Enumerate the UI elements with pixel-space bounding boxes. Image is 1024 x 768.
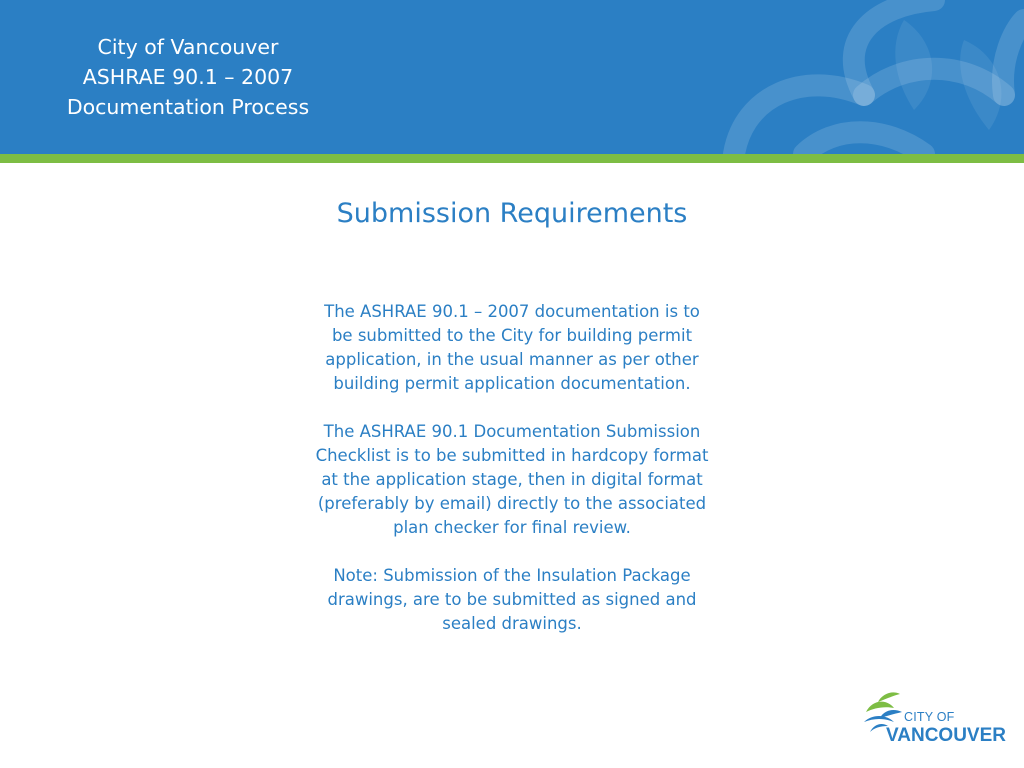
deck-title-line-1: City of Vancouver [97,35,279,59]
body-paragraph-3: Note: Submission of the Insulation Package drawings, are to be submitted as signed and sealed drawings. [327,566,697,633]
slide-title: Submission Requirements [336,198,688,229]
slide-body [312,300,712,636]
header-banner [0,0,1024,154]
body-paragraph-1: The ASHRAE 90.1 – 2007 documentation is to be submitted to the City for building permit application, in the usual manner as per other building permit application documentation. [324,302,700,393]
banner-flower-graphic [604,0,1024,154]
logo-vancouver-text: VANCOUVER [886,725,1006,746]
header-green-stripe [0,154,1024,163]
body-paragraph-2: The ASHRAE 90.1 Documentation Submission Checklist is to be submitted in hardcopy format at the application stage, then in digital format (preferably by email) directly to the associated plan checker for final review. [315,422,709,537]
deck-title [20,32,356,122]
deck-title-line-2: ASHRAE 90.1 – 2007 [82,65,294,89]
deck-title-line-3: Documentation Process [66,95,310,119]
city-of-vancouver-logo [860,688,1010,750]
logo-city-of-text: CITY OF [904,710,955,724]
